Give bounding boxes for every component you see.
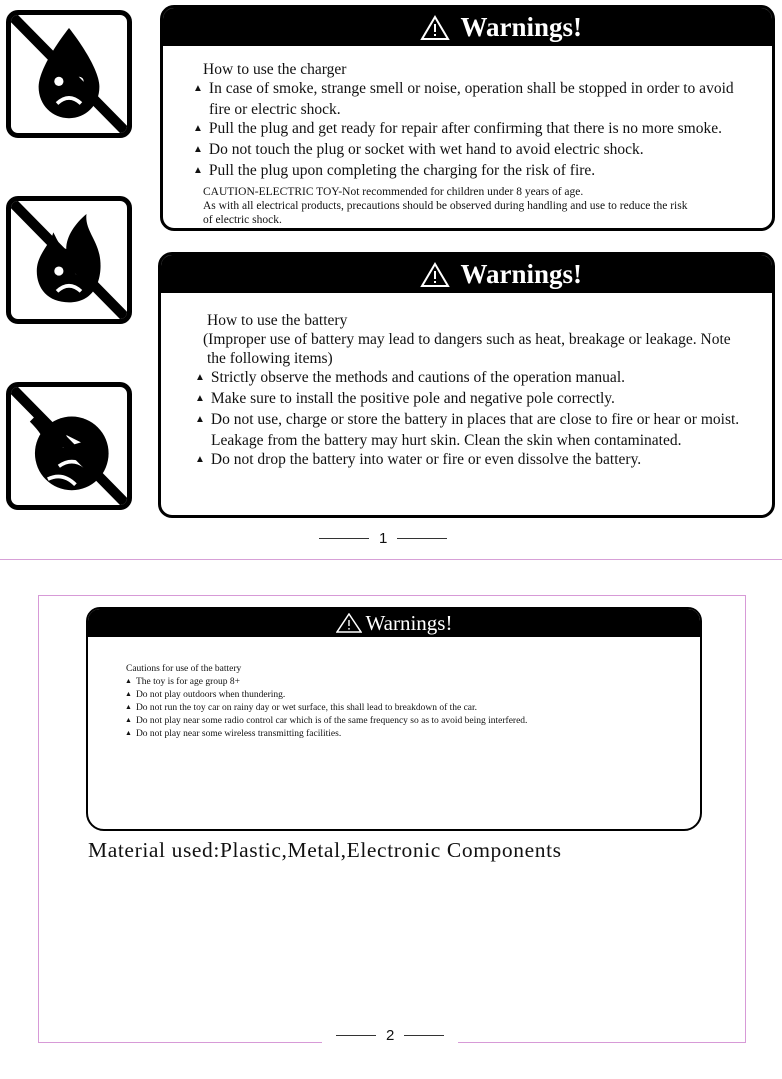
warnings-header (161, 255, 772, 293)
intro-line: (Improper use of battery may lead to dangers such as heat, breakage or leakage. Note (203, 331, 731, 348)
list-item: ▲ Do not play near some radio control car which is of the same frequency so as to avoid being interfered. (125, 715, 527, 728)
caution-line: of electric shock. (203, 214, 282, 226)
cautions-heading: Cautions for use of the battery (126, 664, 242, 674)
battery-instructions (203, 311, 740, 471)
charger-warnings-box (160, 5, 775, 231)
intro-line: the following items) (207, 350, 333, 367)
list-item: ▲ Do not play outdoors when thundering. (125, 689, 527, 702)
page-number: 2 (322, 1027, 458, 1044)
fire-prohibited-icon (6, 196, 132, 324)
list-item: ▲ Do not touch the plug or socket with wet hand to avoid electric shock. (193, 140, 734, 161)
list-item: Leakage from the battery may hurt skin. Clean the skin when contaminated. (211, 432, 682, 449)
warning-triangle-icon (420, 15, 450, 41)
caution-line: CAUTION-ELECTRIC TOY-Not recommended for children under 8 years of age. (203, 186, 584, 198)
list-item: ▲ Strictly observe the methods and cautions of the operation manual. (195, 368, 739, 389)
warning-triangle-icon (336, 613, 362, 633)
list-item: ▲ Do not run the toy car on rainy day or wet surface, this shall lead to breakdown of the car. (125, 702, 527, 715)
warnings-title: Warnings! (365, 610, 453, 635)
warning-triangle-icon (420, 262, 450, 288)
list-item: ▲ Do not drop the battery into water or fire or even dissolve the battery. (195, 450, 739, 471)
list-item: fire or electric shock. (209, 101, 341, 118)
warnings-header (163, 8, 772, 46)
charger-instructions (203, 60, 734, 227)
warnings-header (88, 609, 700, 637)
page-number: 1 (309, 530, 457, 547)
water-drop-prohibited-icon (6, 10, 132, 138)
list-item: ▲ The toy is for age group 8+ (125, 676, 527, 689)
list-item: ▲ Make sure to install the positive pole and negative pole correctly. (195, 389, 739, 410)
caution-line: As with all electrical products, precautions should be observed during handling and use to reduce the risk (203, 200, 688, 212)
list-item: ▲ Pull the plug upon completing the charging for the risk of fire. (193, 161, 734, 182)
material-used: Material used:Plastic,Metal,Electronic Components (88, 838, 562, 862)
battery-cautions-list (126, 663, 527, 741)
list-item: ▲ Pull the plug and get ready for repair after confirming that there is no more smoke. (193, 119, 734, 140)
list-item: ▲ In case of smoke, strange smell or noise, operation shall be stopped in order to avoid (193, 79, 734, 100)
warnings-title: Warnings! (460, 11, 582, 42)
warnings-title: Warnings! (460, 258, 582, 289)
list-item: ▲ Do not use, charge or store the battery in places that are close to fire or hear or moist. (195, 410, 739, 431)
battery-heading: How to use the battery (207, 312, 348, 329)
charger-heading: How to use the charger (203, 61, 347, 78)
list-item: ▲ Do not play near some wireless transmitting facilities. (125, 728, 527, 741)
battery-warnings-box (158, 252, 775, 518)
eye-splash-prohibited-icon (6, 382, 132, 510)
